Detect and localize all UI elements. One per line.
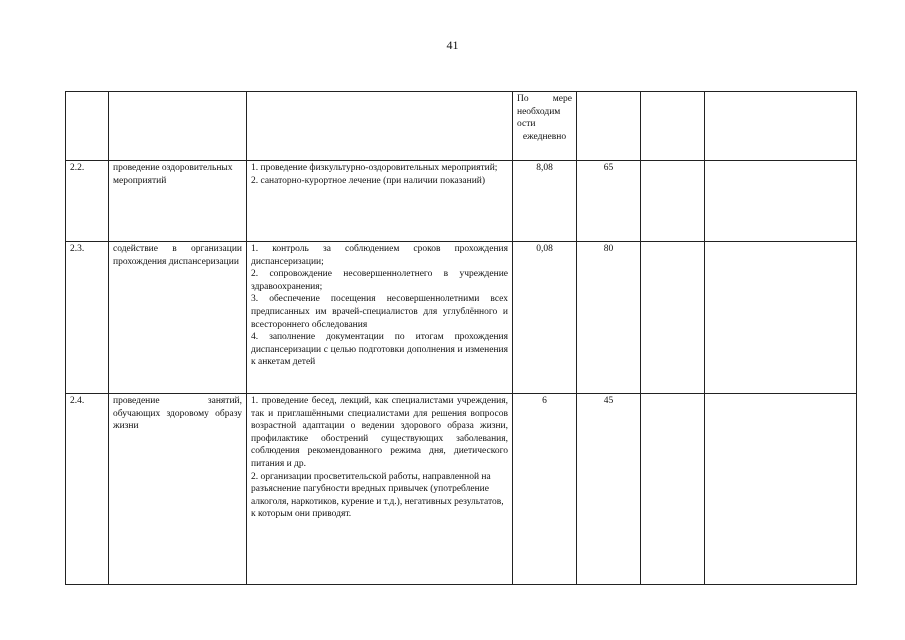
period-line: 6 <box>542 396 547 406</box>
service-name: проведение оздоровительных мероприятий <box>109 161 247 242</box>
action-item: 2. сопровождение несовершеннолетнего в учреждение здравоохранения; <box>251 269 508 292</box>
service-actions <box>247 161 513 242</box>
action-item: 2. санаторно-курортное лечение (при наличии показаний) <box>251 175 486 186</box>
services-table <box>65 91 857 585</box>
period-cell <box>513 161 577 242</box>
table-row <box>66 394 857 585</box>
period-cell <box>513 242 577 394</box>
volume-cell: 65 <box>577 161 641 242</box>
empty-cell <box>641 161 705 242</box>
period-line: ежедневно <box>522 131 567 142</box>
action-item: 3. обеспечение посещения несовершеннолетними всех предписанных им врачей-специалистов для углублённого и всестороннего обследования <box>251 294 508 330</box>
volume-cell: 80 <box>577 242 641 394</box>
action-item: 4. заполнение документации по итогам прохождения диспансеризации с целью подготовки дополнения и изменения к анкетам детей <box>251 332 508 368</box>
row-number: 2.2. <box>66 161 109 242</box>
table-row <box>66 242 857 394</box>
empty-cell <box>705 242 857 394</box>
action-item: 2. организации просветительской работы, направленной на разъяснение пагубности вредных привычек (употребление алкоголя, наркотиков, курение и т.д.), негативных результатов, к которым они приводят. <box>251 471 504 520</box>
table-row <box>66 92 857 161</box>
row-number <box>66 92 109 161</box>
action-item: 1. контроль за соблюдением сроков прохождения диспансеризации; <box>251 244 508 267</box>
period-line: 0,08 <box>536 244 553 254</box>
service-name: содействие в организации прохождения диспансеризации <box>109 242 247 394</box>
empty-cell <box>705 92 857 161</box>
empty-cell <box>641 92 705 161</box>
service-name: проведение занятий, обучающих здоровому образу жизни <box>109 394 247 585</box>
empty-cell <box>641 394 705 585</box>
table-row <box>66 161 857 242</box>
row-number: 2.3. <box>66 242 109 394</box>
empty-cell <box>641 242 705 394</box>
action-item: 1. проведение физкультурно-оздоровительных мероприятий; <box>251 163 498 173</box>
volume-cell <box>577 92 641 161</box>
period-line: 8,08 <box>536 163 553 173</box>
period-cell <box>513 92 577 161</box>
empty-cell <box>705 161 857 242</box>
page-number: 41 <box>446 38 459 52</box>
service-name <box>109 92 247 161</box>
service-actions <box>247 92 513 161</box>
period-line: По мере необходим ости <box>517 94 572 130</box>
row-number: 2.4. <box>66 394 109 585</box>
service-actions <box>247 242 513 394</box>
volume-cell: 45 <box>577 394 641 585</box>
service-actions <box>247 394 513 585</box>
period-cell <box>513 394 577 585</box>
action-item: 1. проведение бесед, лекций, как специалистами учреждения, так и приглашёнными специалистами для решения вопросов возрастной адаптации о ведении здорового образа жизни, профилактике обострений существующих заболевания, соблюдения рекомендованного режима дня, диетического питания и др. <box>251 396 508 469</box>
empty-cell <box>705 394 857 585</box>
